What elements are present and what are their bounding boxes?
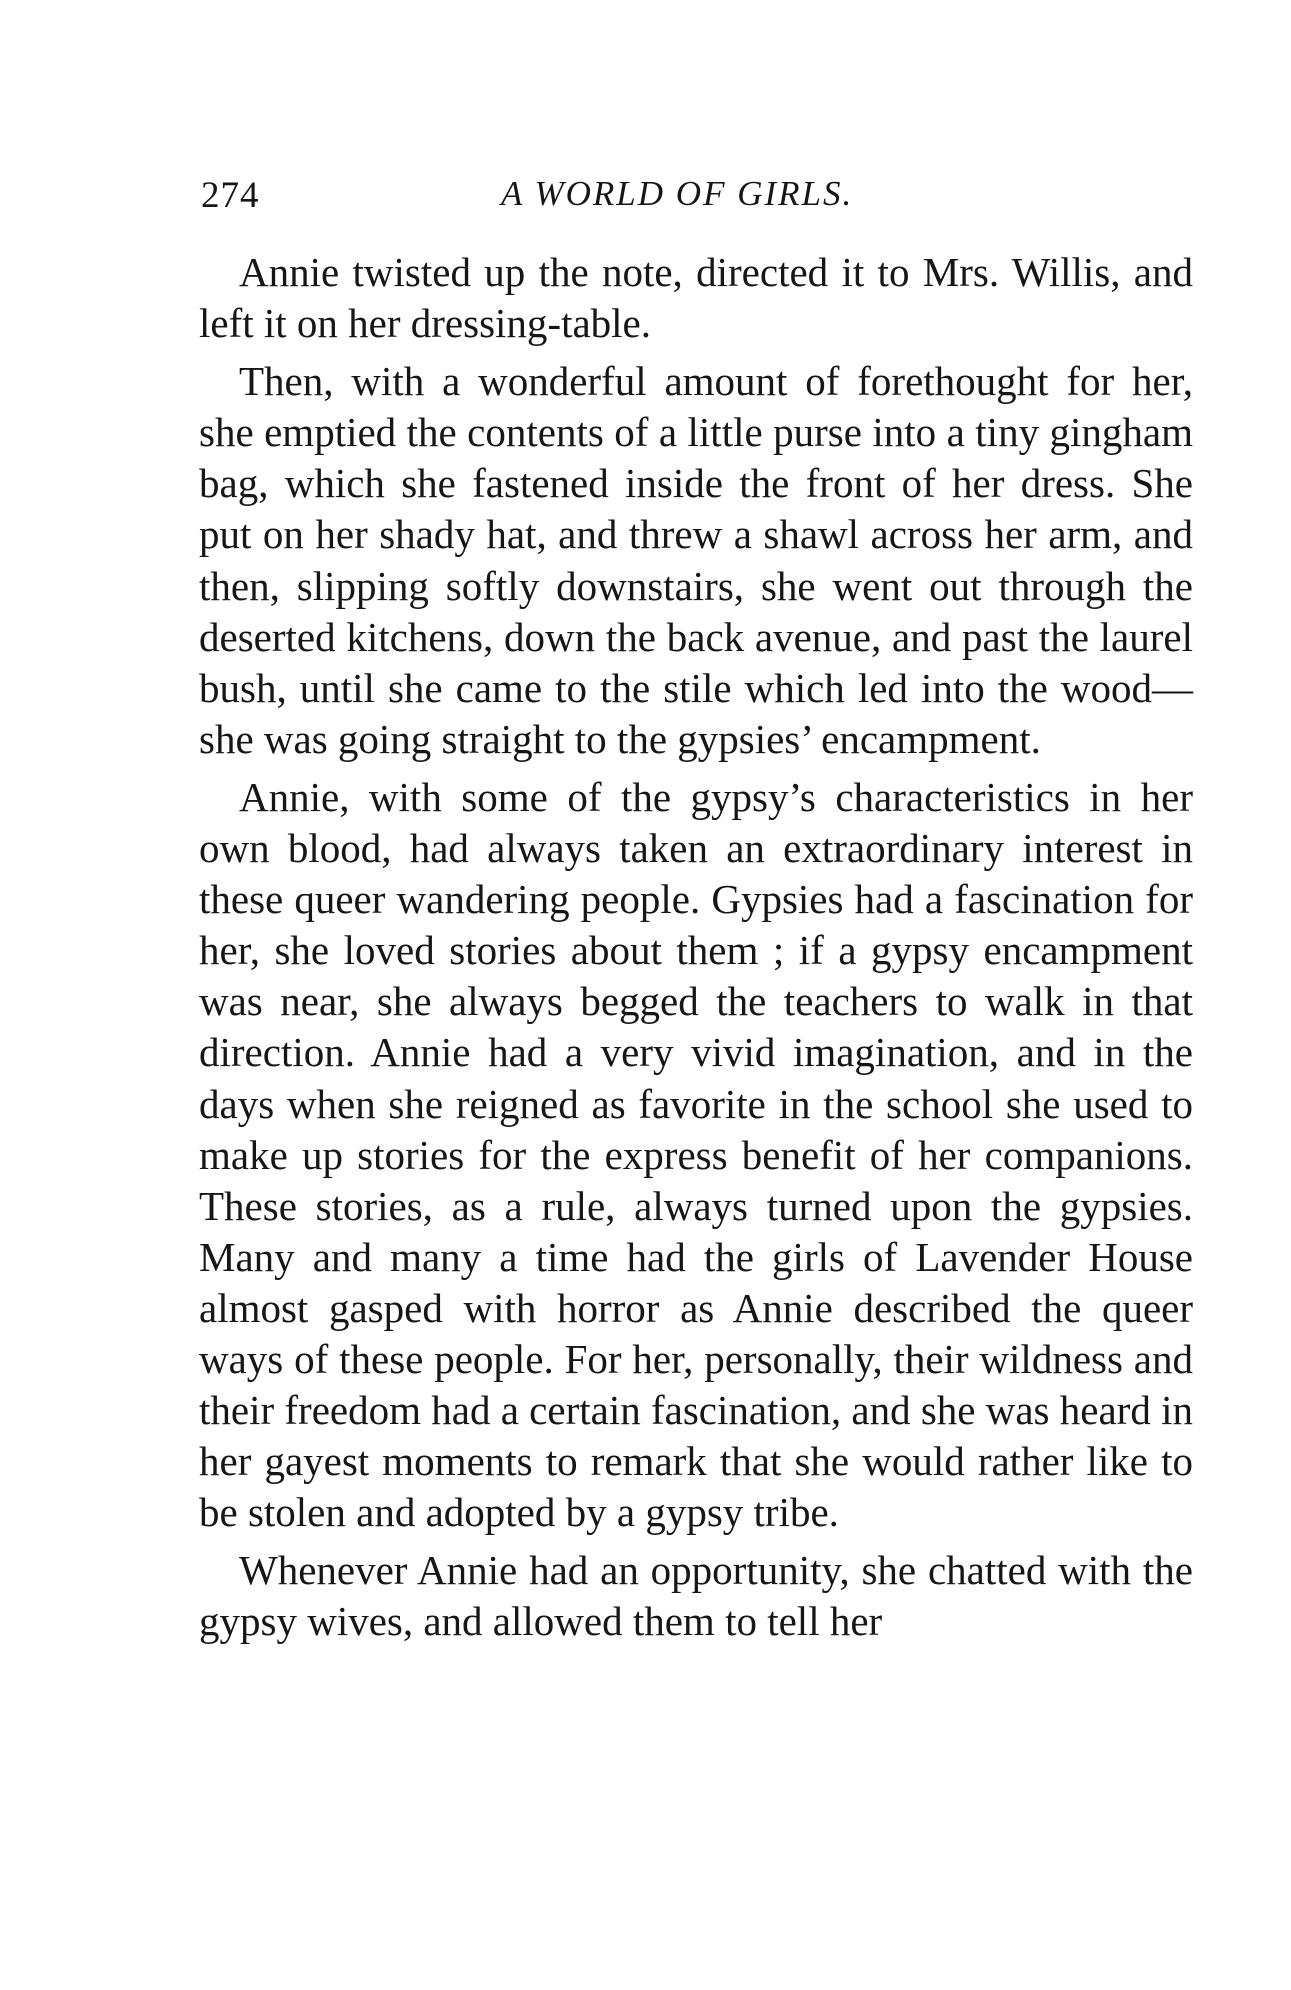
paragraph: Whenever Annie had an opportunity, she chatted with the gypsy wives, and allowed them to tell her xyxy=(199,1547,1193,1645)
page-number: 274 xyxy=(201,175,260,216)
paragraph: Then, with a wonderful amount of forethought for her, she emptied the contents of a little purse into a tiny gingham bag, which she fastened inside the front of her dress. She put on her shady hat, and threw a shawl across her arm, and then, slipping softly downstairs, she went out through the deserted kitchens, down the back avenue, and past the laurel bush, until she came to the stile which led into the wood—she was going straight to the gypsies’ encampment. xyxy=(199,358,1193,762)
body-text xyxy=(199,247,1193,1648)
running-title: A WORLD OF GIRLS. xyxy=(501,174,854,213)
paragraph: Annie twisted up the note, directed it to Mrs. Willis, and left it on her dressing-table. xyxy=(199,249,1193,347)
paragraph: Annie, with some of the gypsy’s characteristics in her own blood, had always taken an extraordinary interest in these queer wandering people. Gypsies had a fascination for her, she loved stories about them ; if a gypsy encampment was near, she always begged the teachers to walk in that direction. Annie had a very vivid imagination, and in the days when she reigned as favorite in the school she used to make up stories for the express benefit of her companions. These stories, as a rule, always turned upon the gypsies. Many and many a time had the girls of Lavender House almost gasped with horror as Annie described the queer ways of these people. For her, personally, their wildness and their freedom had a certain fascination, and she was heard in her gayest moments to remark that she would rather like to be stolen and adopted by a gypsy tribe. xyxy=(199,773,1193,1536)
page-header xyxy=(201,174,1191,224)
